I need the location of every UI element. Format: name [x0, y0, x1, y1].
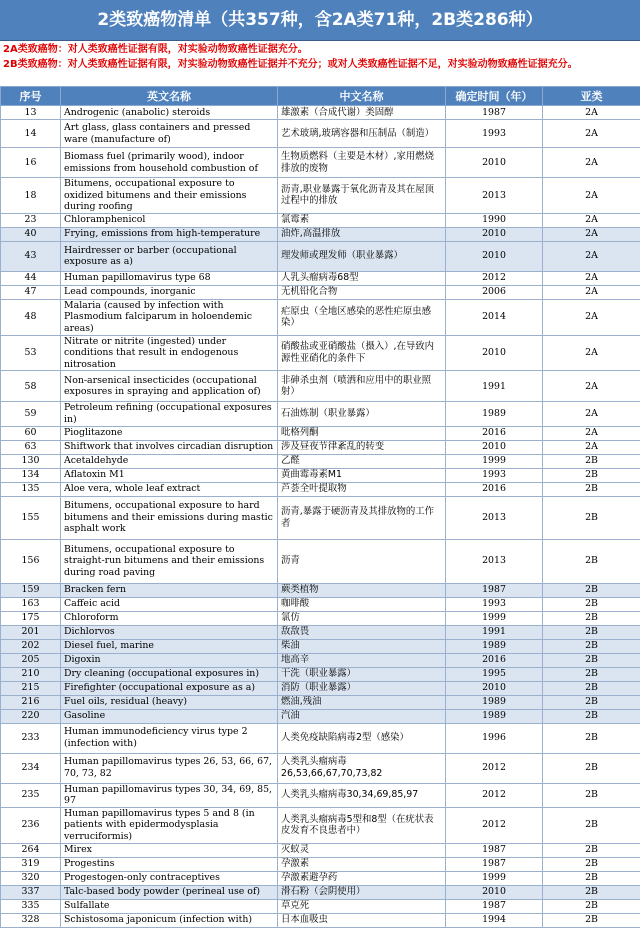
cell-year: 1987 — [446, 857, 543, 871]
cell-year: 2014 — [446, 299, 543, 335]
cell-year: 1987 — [446, 899, 543, 913]
table-row — [1, 106, 640, 120]
cell-subclass: 2B — [543, 753, 640, 783]
cell-no: 43 — [1, 241, 61, 271]
table-row — [1, 843, 640, 857]
cell-subclass: 2B — [543, 597, 640, 611]
cell-subclass: 2A — [543, 178, 640, 214]
cell-subclass: 2A — [543, 271, 640, 285]
cell-no: 264 — [1, 843, 61, 857]
cell-subclass: 2B — [543, 681, 640, 695]
cell-subclass: 2B — [543, 913, 640, 927]
cell-english-name: Human immunodeficiency virus type 2 (infection with) — [61, 723, 278, 753]
cell-chinese-name: 氯霉素 — [278, 213, 446, 227]
table-header-row — [1, 87, 640, 106]
cell-chinese-name: 吡格列酮 — [278, 426, 446, 440]
cell-year: 1987 — [446, 583, 543, 597]
cell-subclass: 2B — [543, 723, 640, 753]
cell-english-name: Sulfallate — [61, 899, 278, 913]
cell-subclass: 2B — [543, 667, 640, 681]
cell-year: 2010 — [446, 681, 543, 695]
cell-english-name: Nitrate or nitrite (ingested) under conditions that result in endogenous nitrosation — [61, 335, 278, 371]
cell-year: 2013 — [446, 539, 543, 583]
cell-english-name: Aloe vera, whole leaf extract — [61, 482, 278, 496]
cell-subclass: 2B — [543, 783, 640, 807]
cell-english-name: Dichlorvos — [61, 625, 278, 639]
cell-no: 59 — [1, 402, 61, 426]
cell-chinese-name: 孕激素避孕药 — [278, 871, 446, 885]
cell-english-name: Mirex — [61, 843, 278, 857]
cell-year: 1999 — [446, 454, 543, 468]
table-row — [1, 639, 640, 653]
table-row — [1, 178, 640, 214]
cell-year: 1991 — [446, 371, 543, 402]
table-row — [1, 611, 640, 625]
cell-chinese-name: 汽油 — [278, 709, 446, 723]
cell-no: 135 — [1, 482, 61, 496]
table-row — [1, 783, 640, 807]
table-row — [1, 653, 640, 667]
cell-subclass: 2A — [543, 299, 640, 335]
table-body — [1, 106, 640, 928]
cell-no: 220 — [1, 709, 61, 723]
header-year: 确定时间（年） — [446, 87, 543, 106]
cell-english-name: Aflatoxin M1 — [61, 468, 278, 482]
cell-english-name: Shiftwork that involves circadian disruption — [61, 440, 278, 454]
cell-subclass: 2B — [543, 695, 640, 709]
cell-year: 1989 — [446, 709, 543, 723]
cell-chinese-name: 无机铅化合物 — [278, 285, 446, 299]
cell-chinese-name: 干洗（职业暴露） — [278, 667, 446, 681]
carcinogen-table — [0, 86, 640, 928]
cell-subclass: 2B — [543, 653, 640, 667]
cell-english-name: Gasoline — [61, 709, 278, 723]
cell-year: 2016 — [446, 426, 543, 440]
cell-no: 163 — [1, 597, 61, 611]
table-row — [1, 913, 640, 927]
table-row — [1, 440, 640, 454]
table-row — [1, 899, 640, 913]
cell-chinese-name: 燃油,残油 — [278, 695, 446, 709]
table-row — [1, 468, 640, 482]
cell-chinese-name: 沥青,暴露于硬沥青及其排放物的工作者 — [278, 496, 446, 539]
header-no: 序号 — [1, 87, 61, 106]
cell-english-name: Human papillomavirus types 26, 53, 66, 67, 70, 73, 82 — [61, 753, 278, 783]
cell-subclass: 2B — [543, 899, 640, 913]
cell-year: 1999 — [446, 871, 543, 885]
table-row — [1, 285, 640, 299]
table-row — [1, 885, 640, 899]
cell-no: 16 — [1, 148, 61, 178]
notes-block — [0, 41, 640, 86]
cell-year: 1999 — [446, 611, 543, 625]
cell-year: 2012 — [446, 753, 543, 783]
cell-subclass: 2A — [543, 148, 640, 178]
cell-chinese-name: 艺术玻璃,玻璃容器和压制品（制造） — [278, 120, 446, 148]
cell-subclass: 2A — [543, 440, 640, 454]
cell-year: 1995 — [446, 667, 543, 681]
table-row — [1, 753, 640, 783]
cell-subclass: 2B — [543, 885, 640, 899]
cell-no: 215 — [1, 681, 61, 695]
cell-no: 44 — [1, 271, 61, 285]
cell-year: 2012 — [446, 783, 543, 807]
table-row — [1, 695, 640, 709]
cell-no: 328 — [1, 913, 61, 927]
cell-subclass: 2B — [543, 583, 640, 597]
cell-no: 53 — [1, 335, 61, 371]
cell-no: 202 — [1, 639, 61, 653]
cell-no: 201 — [1, 625, 61, 639]
cell-chinese-name: 雄激素（合成代谢）类固醇 — [278, 106, 446, 120]
table-row — [1, 723, 640, 753]
cell-chinese-name: 芦荟全叶提取物 — [278, 482, 446, 496]
cell-english-name: Digoxin — [61, 653, 278, 667]
cell-no: 175 — [1, 611, 61, 625]
cell-year: 2010 — [446, 227, 543, 241]
cell-year: 2006 — [446, 285, 543, 299]
cell-english-name: Biomass fuel (primarily wood), indoor emissions from household combustion of — [61, 148, 278, 178]
cell-no: 18 — [1, 178, 61, 214]
cell-no: 236 — [1, 807, 61, 843]
cell-subclass: 2A — [543, 106, 640, 120]
cell-chinese-name: 人类乳头瘤病毒26,53,66,67,70,73,82 — [278, 753, 446, 783]
cell-no: 13 — [1, 106, 61, 120]
cell-english-name: Petroleum refining (occupational exposures in) — [61, 402, 278, 426]
table-row — [1, 857, 640, 871]
cell-chinese-name: 沥青,职业暴露于氧化沥青及其在屋顶过程中的排放 — [278, 178, 446, 214]
cell-chinese-name: 理发师或理发师（职业暴露） — [278, 241, 446, 271]
cell-subclass: 2B — [543, 709, 640, 723]
cell-english-name: Caffeic acid — [61, 597, 278, 611]
cell-subclass: 2B — [543, 857, 640, 871]
cell-english-name: Bracken fern — [61, 583, 278, 597]
cell-subclass: 2A — [543, 285, 640, 299]
cell-chinese-name: 人类乳头瘤病毒30,34,69,85,97 — [278, 783, 446, 807]
cell-no: 216 — [1, 695, 61, 709]
cell-no: 319 — [1, 857, 61, 871]
cell-no: 320 — [1, 871, 61, 885]
table-row — [1, 681, 640, 695]
cell-no: 159 — [1, 583, 61, 597]
table-row — [1, 402, 640, 426]
cell-english-name: Progestogen-only contraceptives — [61, 871, 278, 885]
cell-year: 2013 — [446, 496, 543, 539]
cell-english-name: Lead compounds, inorganic — [61, 285, 278, 299]
cell-chinese-name: 日本血吸虫 — [278, 913, 446, 927]
cell-no: 335 — [1, 899, 61, 913]
cell-year: 2010 — [446, 148, 543, 178]
cell-english-name: Frying, emissions from high-temperature — [61, 227, 278, 241]
table-row — [1, 241, 640, 271]
table-row — [1, 426, 640, 440]
cell-subclass: 2A — [543, 241, 640, 271]
cell-chinese-name: 非砷杀虫剂（喷洒和应用中的职业照射） — [278, 371, 446, 402]
header-english-name: 英文名称 — [61, 87, 278, 106]
cell-chinese-name: 沥青 — [278, 539, 446, 583]
cell-year: 2016 — [446, 482, 543, 496]
cell-subclass: 2B — [543, 843, 640, 857]
cell-english-name: Bitumens, occupational exposure to straight-run bitumens and their emissions during road paving — [61, 539, 278, 583]
cell-chinese-name: 孕激素 — [278, 857, 446, 871]
cell-no: 233 — [1, 723, 61, 753]
table-row — [1, 597, 640, 611]
cell-no: 60 — [1, 426, 61, 440]
header-subclass: 亚类 — [543, 87, 640, 106]
cell-no: 130 — [1, 454, 61, 468]
cell-english-name: Androgenic (anabolic) steroids — [61, 106, 278, 120]
cell-year: 1994 — [446, 913, 543, 927]
table-row — [1, 625, 640, 639]
cell-no: 47 — [1, 285, 61, 299]
cell-english-name: Firefighter (occupational exposure as a) — [61, 681, 278, 695]
cell-subclass: 2B — [543, 871, 640, 885]
cell-year: 1993 — [446, 120, 543, 148]
cell-subclass: 2A — [543, 371, 640, 402]
cell-chinese-name: 乙醛 — [278, 454, 446, 468]
cell-chinese-name: 涉及昼夜节律紊乱的转变 — [278, 440, 446, 454]
cell-no: 234 — [1, 753, 61, 783]
cell-chinese-name: 黄曲霉毒素M1 — [278, 468, 446, 482]
table-row — [1, 120, 640, 148]
cell-english-name: Diesel fuel, marine — [61, 639, 278, 653]
table-row — [1, 148, 640, 178]
cell-english-name: Art glass, glass containers and pressed ware (manufacture of) — [61, 120, 278, 148]
cell-subclass: 2A — [543, 213, 640, 227]
cell-no: 40 — [1, 227, 61, 241]
table-row — [1, 227, 640, 241]
cell-chinese-name: 咖啡酸 — [278, 597, 446, 611]
table-row — [1, 583, 640, 597]
cell-subclass: 2A — [543, 402, 640, 426]
cell-english-name: Bitumens, occupational exposure to hard bitumens and their emissions during mastic asphalt work — [61, 496, 278, 539]
cell-no: 205 — [1, 653, 61, 667]
cell-no: 156 — [1, 539, 61, 583]
cell-english-name: Schistosoma japonicum (infection with) — [61, 913, 278, 927]
cell-no: 14 — [1, 120, 61, 148]
cell-chinese-name: 疟原虫（全地区感染的恶性疟原虫感染） — [278, 299, 446, 335]
cell-no: 134 — [1, 468, 61, 482]
cell-english-name: Acetaldehyde — [61, 454, 278, 468]
header-chinese-name: 中文名称 — [278, 87, 446, 106]
cell-no: 48 — [1, 299, 61, 335]
cell-chinese-name: 敌敌畏 — [278, 625, 446, 639]
cell-chinese-name: 消防（职业暴露） — [278, 681, 446, 695]
cell-year: 1993 — [446, 468, 543, 482]
table-row — [1, 709, 640, 723]
cell-no: 58 — [1, 371, 61, 402]
cell-chinese-name: 灭蚁灵 — [278, 843, 446, 857]
cell-year: 1993 — [446, 597, 543, 611]
cell-subclass: 2A — [543, 335, 640, 371]
cell-english-name: Chloramphenicol — [61, 213, 278, 227]
cell-chinese-name: 氯仿 — [278, 611, 446, 625]
cell-chinese-name: 人类免疫缺陷病毒2型（感染） — [278, 723, 446, 753]
table-row — [1, 299, 640, 335]
note-2a: 2A类致癌物：对人类致癌性证据有限，对实验动物致癌性证据充分。 — [3, 44, 308, 55]
cell-subclass: 2B — [543, 807, 640, 843]
cell-subclass: 2B — [543, 625, 640, 639]
cell-no: 63 — [1, 440, 61, 454]
cell-chinese-name: 滑石粉（会阴使用） — [278, 885, 446, 899]
cell-subclass: 2A — [543, 227, 640, 241]
cell-english-name: Human papillomavirus type 68 — [61, 271, 278, 285]
cell-no: 337 — [1, 885, 61, 899]
table-row — [1, 807, 640, 843]
cell-year: 2016 — [446, 653, 543, 667]
cell-no: 155 — [1, 496, 61, 539]
table-row — [1, 271, 640, 285]
cell-year: 1996 — [446, 723, 543, 753]
cell-year: 2013 — [446, 178, 543, 214]
cell-chinese-name: 人类乳头瘤病毒5型和8型（在疣状表皮发育不良患者中） — [278, 807, 446, 843]
cell-year: 1990 — [446, 213, 543, 227]
page-title: 2类致癌物清单（共357种，含2A类71种，2B类286种） — [0, 0, 640, 41]
table-row — [1, 454, 640, 468]
cell-chinese-name: 油炸,高温排放 — [278, 227, 446, 241]
cell-subclass: 2A — [543, 426, 640, 440]
cell-chinese-name: 石油炼制（职业暴露） — [278, 402, 446, 426]
cell-year: 2010 — [446, 885, 543, 899]
table-row — [1, 496, 640, 539]
cell-no: 23 — [1, 213, 61, 227]
cell-year: 1987 — [446, 106, 543, 120]
cell-english-name: Hairdresser or barber (occupational exposure as a) — [61, 241, 278, 271]
cell-no: 235 — [1, 783, 61, 807]
cell-subclass: 2B — [543, 639, 640, 653]
cell-year: 1989 — [446, 402, 543, 426]
cell-subclass: 2B — [543, 454, 640, 468]
cell-english-name: Non-arsenical insecticides (occupational exposures in spraying and application of) — [61, 371, 278, 402]
cell-subclass: 2B — [543, 496, 640, 539]
cell-chinese-name: 生物质燃料（主要是木材）,家用燃烧排放的废物 — [278, 148, 446, 178]
table-row — [1, 667, 640, 681]
cell-english-name: Talc-based body powder (perineal use of) — [61, 885, 278, 899]
cell-subclass: 2B — [543, 539, 640, 583]
cell-subclass: 2B — [543, 611, 640, 625]
cell-chinese-name: 人乳头瘤病毒68型 — [278, 271, 446, 285]
cell-english-name: Bitumens, occupational exposure to oxidized bitumens and their emissions during roofing — [61, 178, 278, 214]
cell-english-name: Human papillomavirus types 30, 34, 69, 85, 97 — [61, 783, 278, 807]
cell-chinese-name: 蕨类植物 — [278, 583, 446, 597]
table-row — [1, 871, 640, 885]
cell-subclass: 2A — [543, 120, 640, 148]
cell-chinese-name: 地高辛 — [278, 653, 446, 667]
cell-year: 2010 — [446, 335, 543, 371]
cell-english-name: Fuel oils, residual (heavy) — [61, 695, 278, 709]
cell-chinese-name: 硝酸盐或亚硝酸盐（摄入）,在导致内源性亚硝化的条件下 — [278, 335, 446, 371]
table-row — [1, 335, 640, 371]
cell-year: 2010 — [446, 241, 543, 271]
cell-english-name: Dry cleaning (occupational exposures in) — [61, 667, 278, 681]
cell-english-name: Pioglitazone — [61, 426, 278, 440]
cell-year: 1989 — [446, 639, 543, 653]
cell-english-name: Malaria (caused by infection with Plasmodium falciparum in holoendemic areas) — [61, 299, 278, 335]
cell-year: 1987 — [446, 843, 543, 857]
cell-year: 1989 — [446, 695, 543, 709]
cell-year: 2012 — [446, 807, 543, 843]
cell-chinese-name: 柴油 — [278, 639, 446, 653]
note-2b: 2B类致癌物：对人类致癌性证据有限，对实验动物致癌性证据并不充分；或对人类致癌性证据不足，对实验动物致癌性证据充分。 — [3, 59, 578, 70]
cell-year: 1991 — [446, 625, 543, 639]
table-row — [1, 482, 640, 496]
table-row — [1, 371, 640, 402]
cell-year: 2012 — [446, 271, 543, 285]
table-row — [1, 213, 640, 227]
cell-subclass: 2B — [543, 482, 640, 496]
cell-english-name: Progestins — [61, 857, 278, 871]
cell-english-name: Human papillomavirus types 5 and 8 (in patients with epidermodysplasia verruciformis) — [61, 807, 278, 843]
cell-no: 210 — [1, 667, 61, 681]
table-row — [1, 539, 640, 583]
cell-english-name: Chloroform — [61, 611, 278, 625]
cell-chinese-name: 草克死 — [278, 899, 446, 913]
cell-year: 2010 — [446, 440, 543, 454]
cell-subclass: 2B — [543, 468, 640, 482]
